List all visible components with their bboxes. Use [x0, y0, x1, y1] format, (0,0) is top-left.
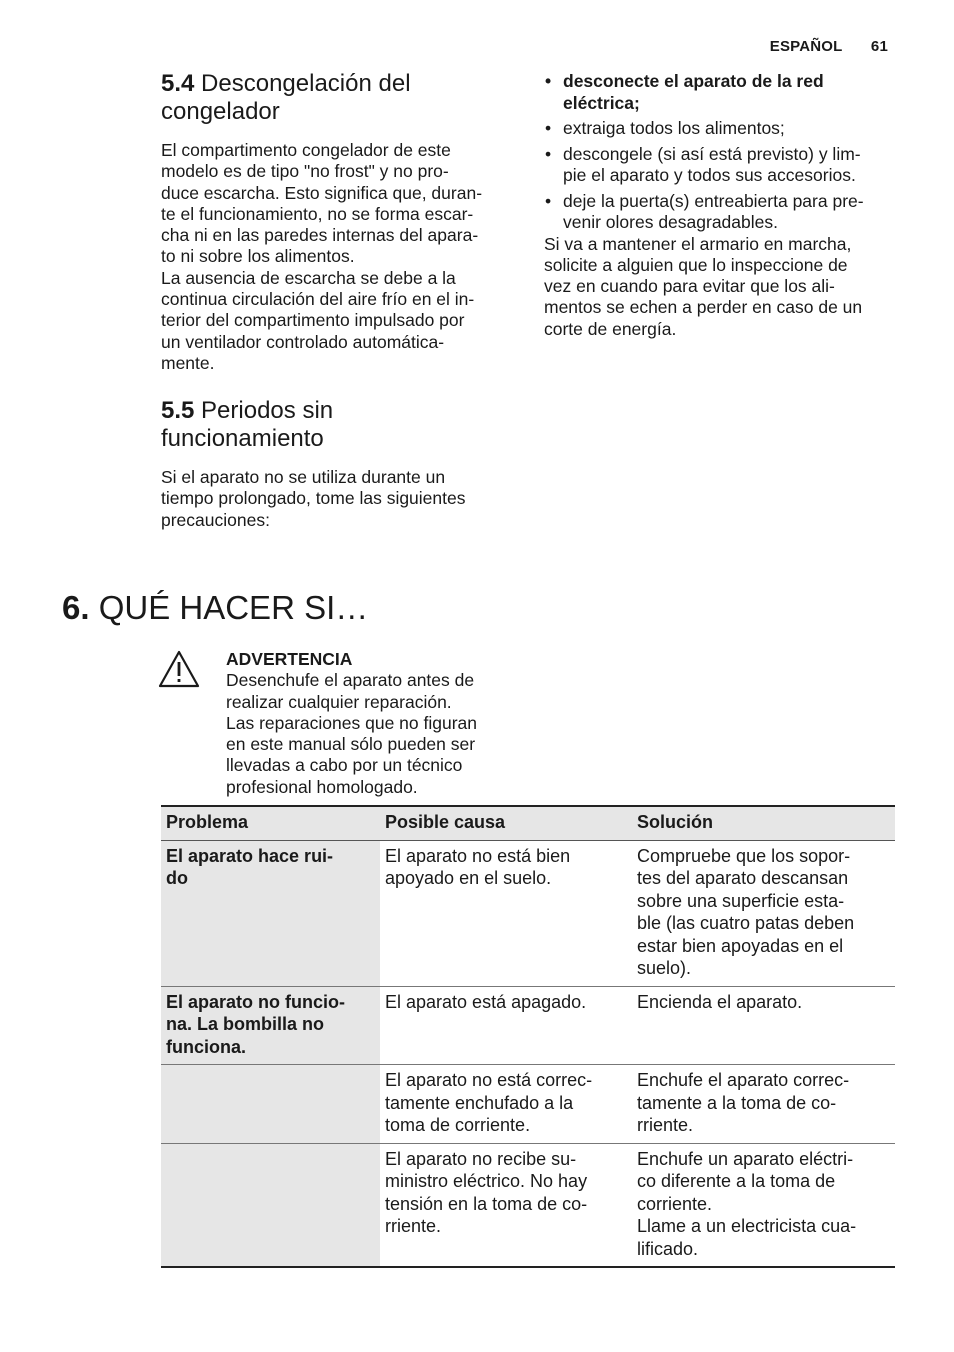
cause-cell: El aparato está apagado.	[385, 991, 587, 1012]
table-header-row	[161, 806, 895, 840]
column-header-problem: Problema	[161, 806, 380, 840]
page-header	[770, 38, 888, 55]
solution-cell: Enchufe un aparato eléctri- co diferente a la toma de corriente. Llame a un electricista cua- lificado.	[637, 1148, 857, 1259]
list-item: • deje la puerta(s) entreabierta para pre- venir olores desagradables.	[544, 191, 896, 234]
table-row	[161, 1065, 895, 1144]
problem-cell	[161, 1143, 380, 1267]
cause-cell: El aparato no está correc- tamente enchufado a la toma de corriente.	[385, 1070, 593, 1135]
solution-cell: Enchufe el aparato correc- tamente a la toma de co- rriente.	[637, 1070, 850, 1135]
chapter-title: QUÉ HACER SI…	[98, 589, 369, 626]
section-5-4-body: El compartimento congelador de este modelo es de tipo "no frost" y no pro- duce escarcha. Esto significa que, duran- te el funcionamiento, no se forma escar- cha ni en las paredes internas del apara- to ni sobre los alimentos. La ausencia de escarcha se debe a la continua circulación del aire frío en el in- terior del compartimento impulsado por un ventilador controlado automática- mente.	[161, 140, 483, 373]
section-5-5-number: 5.5	[161, 397, 195, 424]
section-5-5-body: Si el aparato no se utiliza durante un tiempo prolongado, tome las siguientes precauciones:	[161, 467, 466, 530]
section-5-5-title: Periodos sin funcionamiento	[161, 397, 334, 452]
solution-cell: Compruebe que los sopor- tes del aparato descansan sobre una superficie esta- ble (las cuatro patas deben estar bien apoyadas en el suelo).	[637, 845, 855, 978]
troubleshooting-table	[161, 805, 895, 1268]
section-5-4-title: Descongelación del congelador	[161, 70, 411, 125]
precautions-list	[544, 71, 896, 234]
chapter-6-heading	[62, 588, 368, 628]
section-5-4-heading	[161, 70, 513, 126]
list-item: • descongele (si así está previsto) y lim- pie el aparato y todos sus accesorios.	[544, 144, 896, 187]
warning-block	[226, 649, 526, 798]
column-header-solution: Solución	[632, 806, 895, 840]
list-item: • desconecte el aparato de la red eléctrica;	[544, 71, 896, 114]
chapter-number: 6.	[62, 589, 90, 626]
section-5-5	[161, 397, 513, 531]
problem-cell: El aparato no funcio- na. La bombilla no funciona.	[161, 986, 380, 1065]
warning-title: ADVERTENCIA	[226, 649, 353, 669]
section-5-4	[161, 70, 513, 374]
column-header-cause: Posible causa	[380, 806, 632, 840]
page-number: 61	[870, 38, 888, 55]
table-row	[161, 986, 895, 1065]
warning-triangle-icon	[158, 650, 200, 688]
section-5-4-number: 5.4	[161, 70, 195, 97]
section-5-5-heading	[161, 397, 513, 453]
solution-cell: Encienda el aparato.	[637, 991, 803, 1012]
problem-cell	[161, 1065, 380, 1144]
maintenance-paragraph: Si va a mantener el armario en marcha, solicite a alguien que lo inspeccione de vez en cuando para evitar que los ali- mentos se echen a perder en caso de un corte de energía.	[544, 233, 863, 339]
cause-cell: El aparato no está bien apoyado en el suelo.	[385, 845, 571, 888]
right-column	[544, 71, 896, 340]
table-row	[161, 1143, 895, 1267]
list-item: • extraiga todos los alimentos;	[544, 118, 896, 140]
cause-cell: El aparato no recibe su- ministro eléctrico. No hay tensión en la toma de co- rriente.	[385, 1148, 588, 1236]
table-row	[161, 840, 895, 986]
header-language: ESPAÑOL	[769, 38, 843, 55]
problem-cell: El aparato hace rui- do	[161, 840, 380, 986]
warning-body: Desenchufe el aparato antes de realizar cualquier reparación. Las reparaciones que no figuran en este manual sólo pueden ser llevadas a cabo por un técnico profesional homologado.	[226, 670, 478, 797]
